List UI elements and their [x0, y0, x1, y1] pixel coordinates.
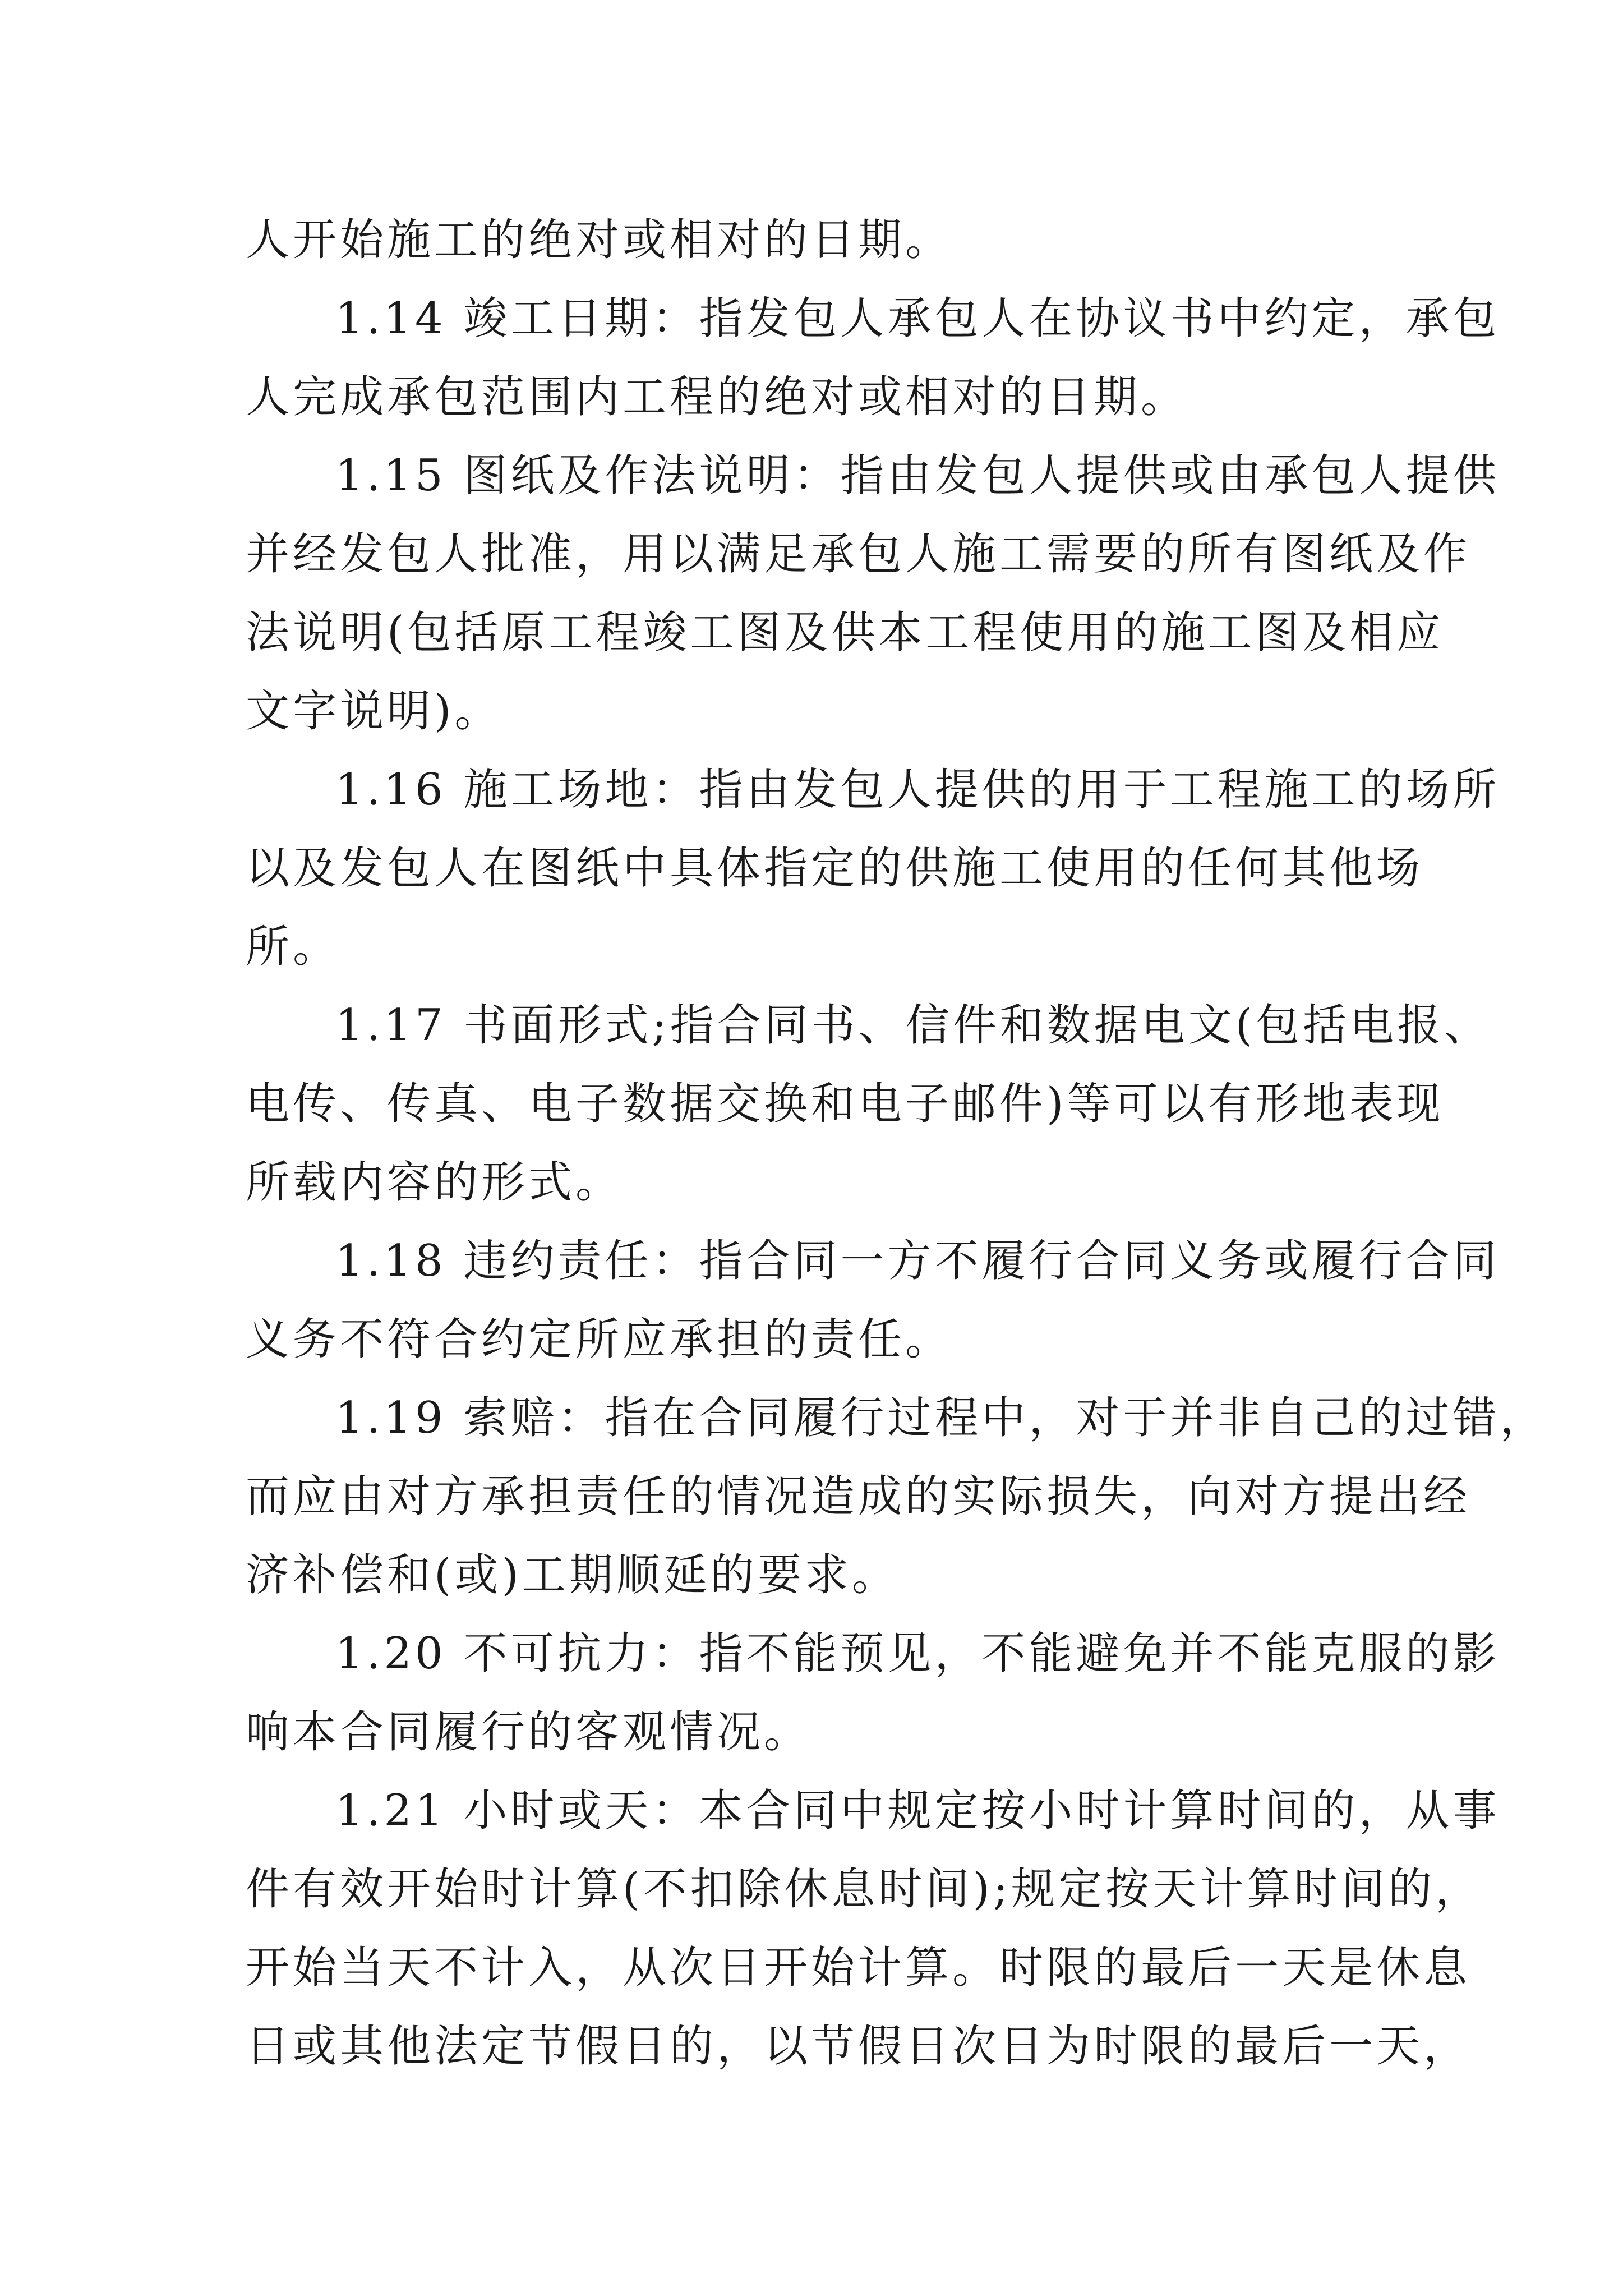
text-line: 件有效开始时计算(不扣除休息时间);规定按天计算时间的，	[246, 1864, 1483, 1915]
clause-1-14-line: 1.14 竣工日期：指发包人承包人在协议书中约定，承包	[335, 293, 1500, 344]
text-line: 响本合同履行的客观情况。	[246, 1707, 811, 1757]
clause-1-18-line: 1.18 违约责任：指合同一方不履行合同义务或履行合同	[335, 1236, 1500, 1286]
text-line: 文字说明)。	[246, 686, 502, 737]
clause-1-15-line: 1.15 图纸及作法说明：指由发包人提供或由承包人提供	[335, 450, 1500, 501]
text-line: 电传、传真、电子数据交换和电子邮件)等可以有形地表现	[246, 1079, 1444, 1129]
text-line: 人完成承包范围内工程的绝对或相对的日期。	[246, 372, 1188, 422]
clause-1-19-line: 1.19 索赔：指在合同履行过程中，对于并非自己的过错，	[335, 1393, 1547, 1443]
clause-1-20-line: 1.20 不可抗力：指不能预见，不能避免并不能克服的影	[335, 1628, 1500, 1679]
text-line: 而应由对方承担责任的情况造成的实际损失，向对方提出经	[246, 1471, 1471, 1522]
text-line: 所载内容的形式。	[246, 1157, 623, 1208]
text-line: 法说明(包括原工程竣工图及供本工程使用的施工图及相应	[246, 608, 1444, 658]
text-line: 开始当天不计入，从次日开始计算。时限的最后一天是休息	[246, 1943, 1471, 1993]
clause-1-17-line: 1.17 书面形式;指合同书、信件和数据电文(包括电报、	[335, 1000, 1492, 1051]
text-line: 济补偿和(或)工期顺延的要求。	[246, 1550, 899, 1600]
text-line: 人开始施工的绝对或相对的日期。	[246, 215, 953, 265]
text-line: 日或其他法定节假日的，以节假日次日为时限的最后一天，	[246, 2021, 1471, 2072]
clause-1-21-line: 1.21 小时或天：本合同中规定按小时计算时间的，从事	[335, 1786, 1500, 1836]
clause-1-16-line: 1.16 施工场地：指由发包人提供的用于工程施工的场所	[335, 765, 1500, 815]
text-line: 所。	[246, 922, 340, 972]
text-line: 并经发包人批准，用以满足承包人施工需要的所有图纸及作	[246, 529, 1471, 579]
text-line: 义务不符合约定所应承担的责任。	[246, 1314, 953, 1365]
text-line: 以及发包人在图纸中具体指定的供施工使用的任何其他场	[246, 843, 1424, 894]
